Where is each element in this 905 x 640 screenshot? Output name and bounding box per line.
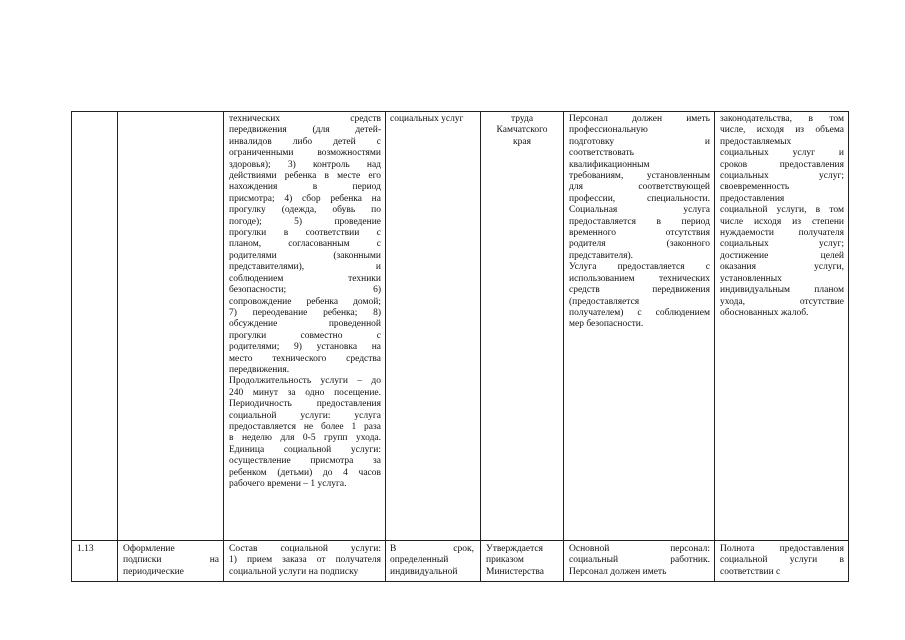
text-line: в неделю для 0-5 групп ухода.	[229, 433, 381, 444]
table-border-left	[71, 111, 72, 582]
text-line: Персонал должен иметь	[569, 114, 710, 124]
text-line: определенный	[390, 555, 449, 566]
text-line: ограниченными возможностями	[229, 148, 381, 159]
column-divider-5	[563, 111, 564, 582]
text-line: для соответствующей	[569, 182, 710, 193]
text-line: нахождения в период	[229, 182, 381, 193]
top-row-indicators-cell	[720, 114, 844, 319]
text-line: Состав социальной услуги:	[229, 544, 381, 554]
table-border-top	[71, 111, 849, 112]
text-line: получателем) с соблюдением	[569, 307, 710, 318]
text-line: нуждаемости получателя	[720, 228, 844, 239]
text-line: квалификационным	[569, 159, 650, 170]
text-line: представителя).	[569, 250, 634, 261]
text-line: место технического средства	[229, 353, 381, 364]
text-line: приказом	[486, 555, 524, 566]
text-line: родителями; 9) установка на	[229, 342, 381, 353]
text-line: здоровья); 3) контроль над	[229, 159, 381, 170]
top-row-conditions-cell	[569, 114, 710, 331]
text-line: обоснованных жалоб.	[720, 307, 809, 318]
column-divider-1	[117, 111, 118, 582]
text-line: родителями (законными	[229, 250, 381, 261]
text-line: социальной услуги на подписку	[229, 566, 359, 577]
text-line: технических средств	[229, 114, 381, 124]
column-divider-4	[480, 111, 481, 582]
text-line: предоставляется не более 1 раза	[229, 421, 381, 432]
text-line: достижение целей	[720, 250, 844, 261]
text-line: передвижения (для детей-	[229, 125, 381, 136]
column-divider-3	[385, 111, 386, 582]
text-line: края	[513, 136, 531, 147]
text-line: оказания услуги,	[720, 262, 844, 273]
column-divider-2	[223, 111, 224, 582]
text-line: предоставляется в период	[569, 216, 710, 227]
text-line: подписки на	[123, 555, 219, 566]
bottom-row-description-cell	[229, 544, 381, 578]
text-line: Утверждается	[486, 544, 543, 554]
text-line: Министерства	[486, 566, 544, 577]
table-border-right	[848, 111, 849, 582]
text-line: социальных услуг	[390, 114, 464, 124]
text-line: социальных услуг и	[720, 148, 844, 159]
top-row-approval-cell	[486, 114, 558, 148]
text-line: Периодичность предоставления	[229, 399, 381, 410]
text-line: индивидуальной	[390, 566, 458, 577]
text-line: своевременность	[720, 182, 790, 193]
text-line: ребенком (детьми) до 4 часов	[229, 467, 381, 478]
text-line: прогулку (одежда, обувь по	[229, 205, 381, 216]
column-divider-6	[714, 111, 715, 582]
text-line: соответствии с	[720, 566, 781, 577]
text-line: числе, исходя из объема	[720, 125, 844, 136]
text-line: мер безопасности.	[569, 319, 644, 330]
bottom-row-number-cell	[77, 544, 113, 555]
bottom-row-approval-cell	[486, 544, 558, 578]
text-line: рабочего времени – 1 услуга.	[229, 479, 347, 489]
text-line: 7) переодевание ребенка; 8)	[229, 307, 381, 318]
text-line: Оформление	[123, 544, 175, 554]
text-line: Персонал должен иметь	[569, 566, 667, 577]
bottom-row-term-cell	[390, 544, 474, 578]
text-line: использованием технических	[569, 273, 710, 284]
text-line: безопасности; 6)	[229, 285, 381, 296]
text-line: погоде); 5) проведение	[229, 216, 381, 227]
text-line: Камчатского	[496, 125, 548, 136]
text-line: планом, согласованным с	[229, 239, 381, 250]
text-line: обсуждение проведенной	[229, 319, 381, 330]
text-line: Услуга предоставляется с	[569, 262, 710, 273]
text-line: социальной услуги, в том	[720, 205, 844, 216]
text-line: периодические	[123, 566, 184, 577]
text-line: соблюдением техники	[229, 273, 381, 284]
text-line: присмотра; 4) сбор ребенка на	[229, 193, 381, 204]
bottom-row-conditions-cell	[569, 544, 710, 578]
text-line: соответствовать	[569, 148, 635, 159]
text-line: Полнота предоставления	[720, 544, 844, 554]
text-line: профессии, специальности.	[569, 193, 710, 204]
text-line: средств передвижения	[569, 285, 710, 296]
text-line: предоставляемых	[720, 136, 792, 147]
text-line: Единица социальной услуги:	[229, 444, 381, 455]
text-line: Основной персонал:	[569, 544, 710, 554]
bottom-row-service-name-cell	[123, 544, 219, 578]
text-line: Социальная услуга	[569, 205, 710, 216]
text-line: предоставления	[720, 193, 785, 204]
row-divider	[71, 540, 849, 541]
text-line: инвалидов либо детей с	[229, 136, 381, 147]
text-line: труда	[510, 114, 534, 124]
text-line: осуществление присмотра за	[229, 456, 381, 467]
text-line: действиями ребенка в месте его	[229, 171, 381, 182]
text-line: родителя (законного	[569, 239, 710, 250]
text-line: социальных услуг;	[720, 239, 844, 250]
text-line: профессиональную	[569, 125, 648, 136]
text-line: законодательства, в том	[720, 114, 844, 124]
table-border-bottom	[71, 581, 849, 582]
text-line: социальных услуг;	[720, 171, 844, 182]
text-line: индивидуальным планом	[720, 285, 844, 296]
text-line: В срок,	[390, 544, 474, 554]
text-line: 240 минут за одно посещение.	[229, 387, 381, 398]
text-line: подготовку и	[569, 136, 710, 147]
text-line: (предоставляется	[569, 296, 640, 307]
text-line: требованиям, установленным	[569, 171, 710, 182]
text-line: Продолжительность услуги – до	[229, 376, 381, 387]
text-line: сроков предоставления	[720, 159, 844, 170]
top-row-description-cell	[229, 114, 381, 490]
text-line: ухода, отсутствие	[720, 296, 844, 307]
text-line: сопровождение ребенка домой;	[229, 296, 381, 307]
text-line: прогулки совместно с	[229, 330, 381, 341]
text-line: временного отсутствия	[569, 228, 710, 239]
text-line: 1.13	[77, 544, 94, 554]
text-line: социальной услуги в	[720, 555, 844, 566]
text-line: 1) прием заказа от получателя	[229, 555, 381, 566]
text-line: социальный работник.	[569, 555, 710, 566]
text-line: передвижения.	[229, 364, 290, 375]
text-line: числе исходя из степени	[720, 216, 844, 227]
top-row-term-cell	[390, 114, 474, 125]
text-line: социальной услуги: услуга	[229, 410, 381, 421]
bottom-row-indicators-cell	[720, 544, 844, 578]
text-line: установленных	[720, 273, 782, 284]
text-line: прогулки в соответствии с	[229, 228, 381, 239]
text-line: представителями), и	[229, 262, 381, 273]
